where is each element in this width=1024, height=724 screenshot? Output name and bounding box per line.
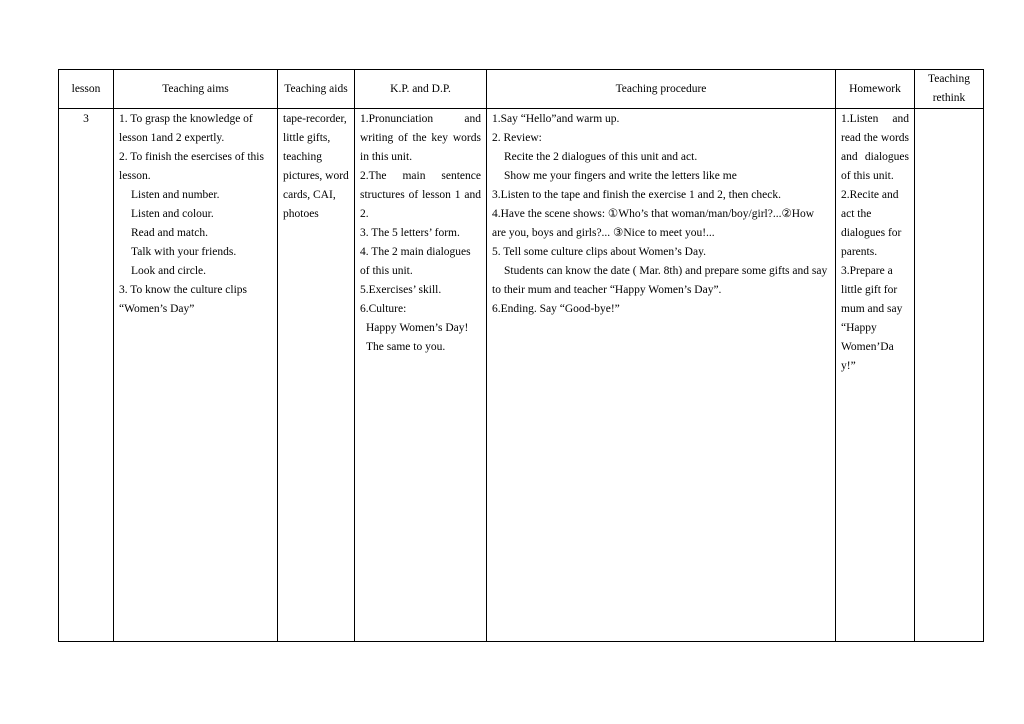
homework-item: 1.Listen and read the words and dialogues of this unit. <box>841 113 909 182</box>
aims-item: Listen and number. <box>131 189 220 201</box>
cell-homework <box>836 109 915 642</box>
kp-item: 1.Pronunciation and writing of the key words in this unit. <box>360 113 481 163</box>
aims-item: Look and circle. <box>131 265 207 277</box>
cell-kp-dp <box>355 109 487 642</box>
aims-item: Listen and colour. <box>131 208 214 220</box>
header-teaching-procedure: Teaching procedure <box>487 70 836 109</box>
homework-item: 2.Recite and act the dialogues for parents. <box>841 189 902 258</box>
procedure-item: Show me your fingers and write the letters like me <box>504 170 737 182</box>
table-row <box>59 109 984 642</box>
lesson-plan-table <box>58 69 984 642</box>
cell-lesson-number: 3 <box>59 109 114 642</box>
procedure-item: 3.Listen to the tape and finish the exercise 1 and 2, then check. <box>492 189 781 201</box>
cell-teaching-aids <box>278 109 355 642</box>
procedure-item: 6.Ending. Say “Good-bye!” <box>492 303 620 315</box>
kp-item: 6.Culture: <box>360 303 407 315</box>
header-teaching-aims: Teaching aims <box>114 70 278 109</box>
procedure-item: Students can know the date ( Mar. 8th) and prepare some gifts and say to their mum and teacher “Happy Women’s Day”. <box>492 265 828 296</box>
aids-text: tape-recorder, little gifts, teaching pictures, word cards, CAI, photoes <box>283 113 349 220</box>
header-kp-dp: K.P. and D.P. <box>355 70 487 109</box>
aims-item: 2. To finish the esercises of this lesson. <box>119 151 264 182</box>
procedure-item: 2. Review: <box>492 132 542 144</box>
kp-item: 5.Exercises’ skill. <box>360 284 442 296</box>
kp-item: Happy Women’s Day! <box>366 322 469 334</box>
header-row <box>59 70 984 109</box>
kp-item: 3. The 5 letters’ form. <box>360 227 460 239</box>
homework-item: 3.Prepare a little gift for mum and say “Happy Women’Da y!” <box>841 265 903 372</box>
header-teaching-rethink: Teaching rethink <box>915 70 984 109</box>
aims-item: Talk with your friends. <box>131 246 237 258</box>
kp-item: The same to you. <box>366 341 446 353</box>
kp-item: 2.The main sentence structures of lesson 1 and 2. <box>360 170 481 220</box>
procedure-item: 5. Tell some culture clips about Women’s Day. <box>492 246 706 258</box>
header-teaching-aids: Teaching aids <box>278 70 355 109</box>
aims-item: Read and match. <box>131 227 208 239</box>
cell-teaching-rethink <box>915 109 984 642</box>
cell-teaching-aims <box>114 109 278 642</box>
kp-item: 4. The 2 main dialogues of this unit. <box>360 246 471 277</box>
cell-teaching-procedure <box>487 109 836 642</box>
procedure-item: 1.Say “Hello”and warm up. <box>492 113 620 125</box>
header-homework: Homework <box>836 70 915 109</box>
aims-item: 3. To know the culture clips “Women’s Day” <box>119 284 248 315</box>
header-lesson: lesson <box>59 70 114 109</box>
aims-item: 1. To grasp the knowledge of lesson 1and 2 expertly. <box>119 113 253 144</box>
procedure-item: 4.Have the scene shows: ①Who’s that woman/man/boy/girl?...②How are you, boys and girls?... ③Nice to meet you!... <box>492 208 815 239</box>
procedure-item: Recite the 2 dialogues of this unit and act. <box>504 151 698 163</box>
